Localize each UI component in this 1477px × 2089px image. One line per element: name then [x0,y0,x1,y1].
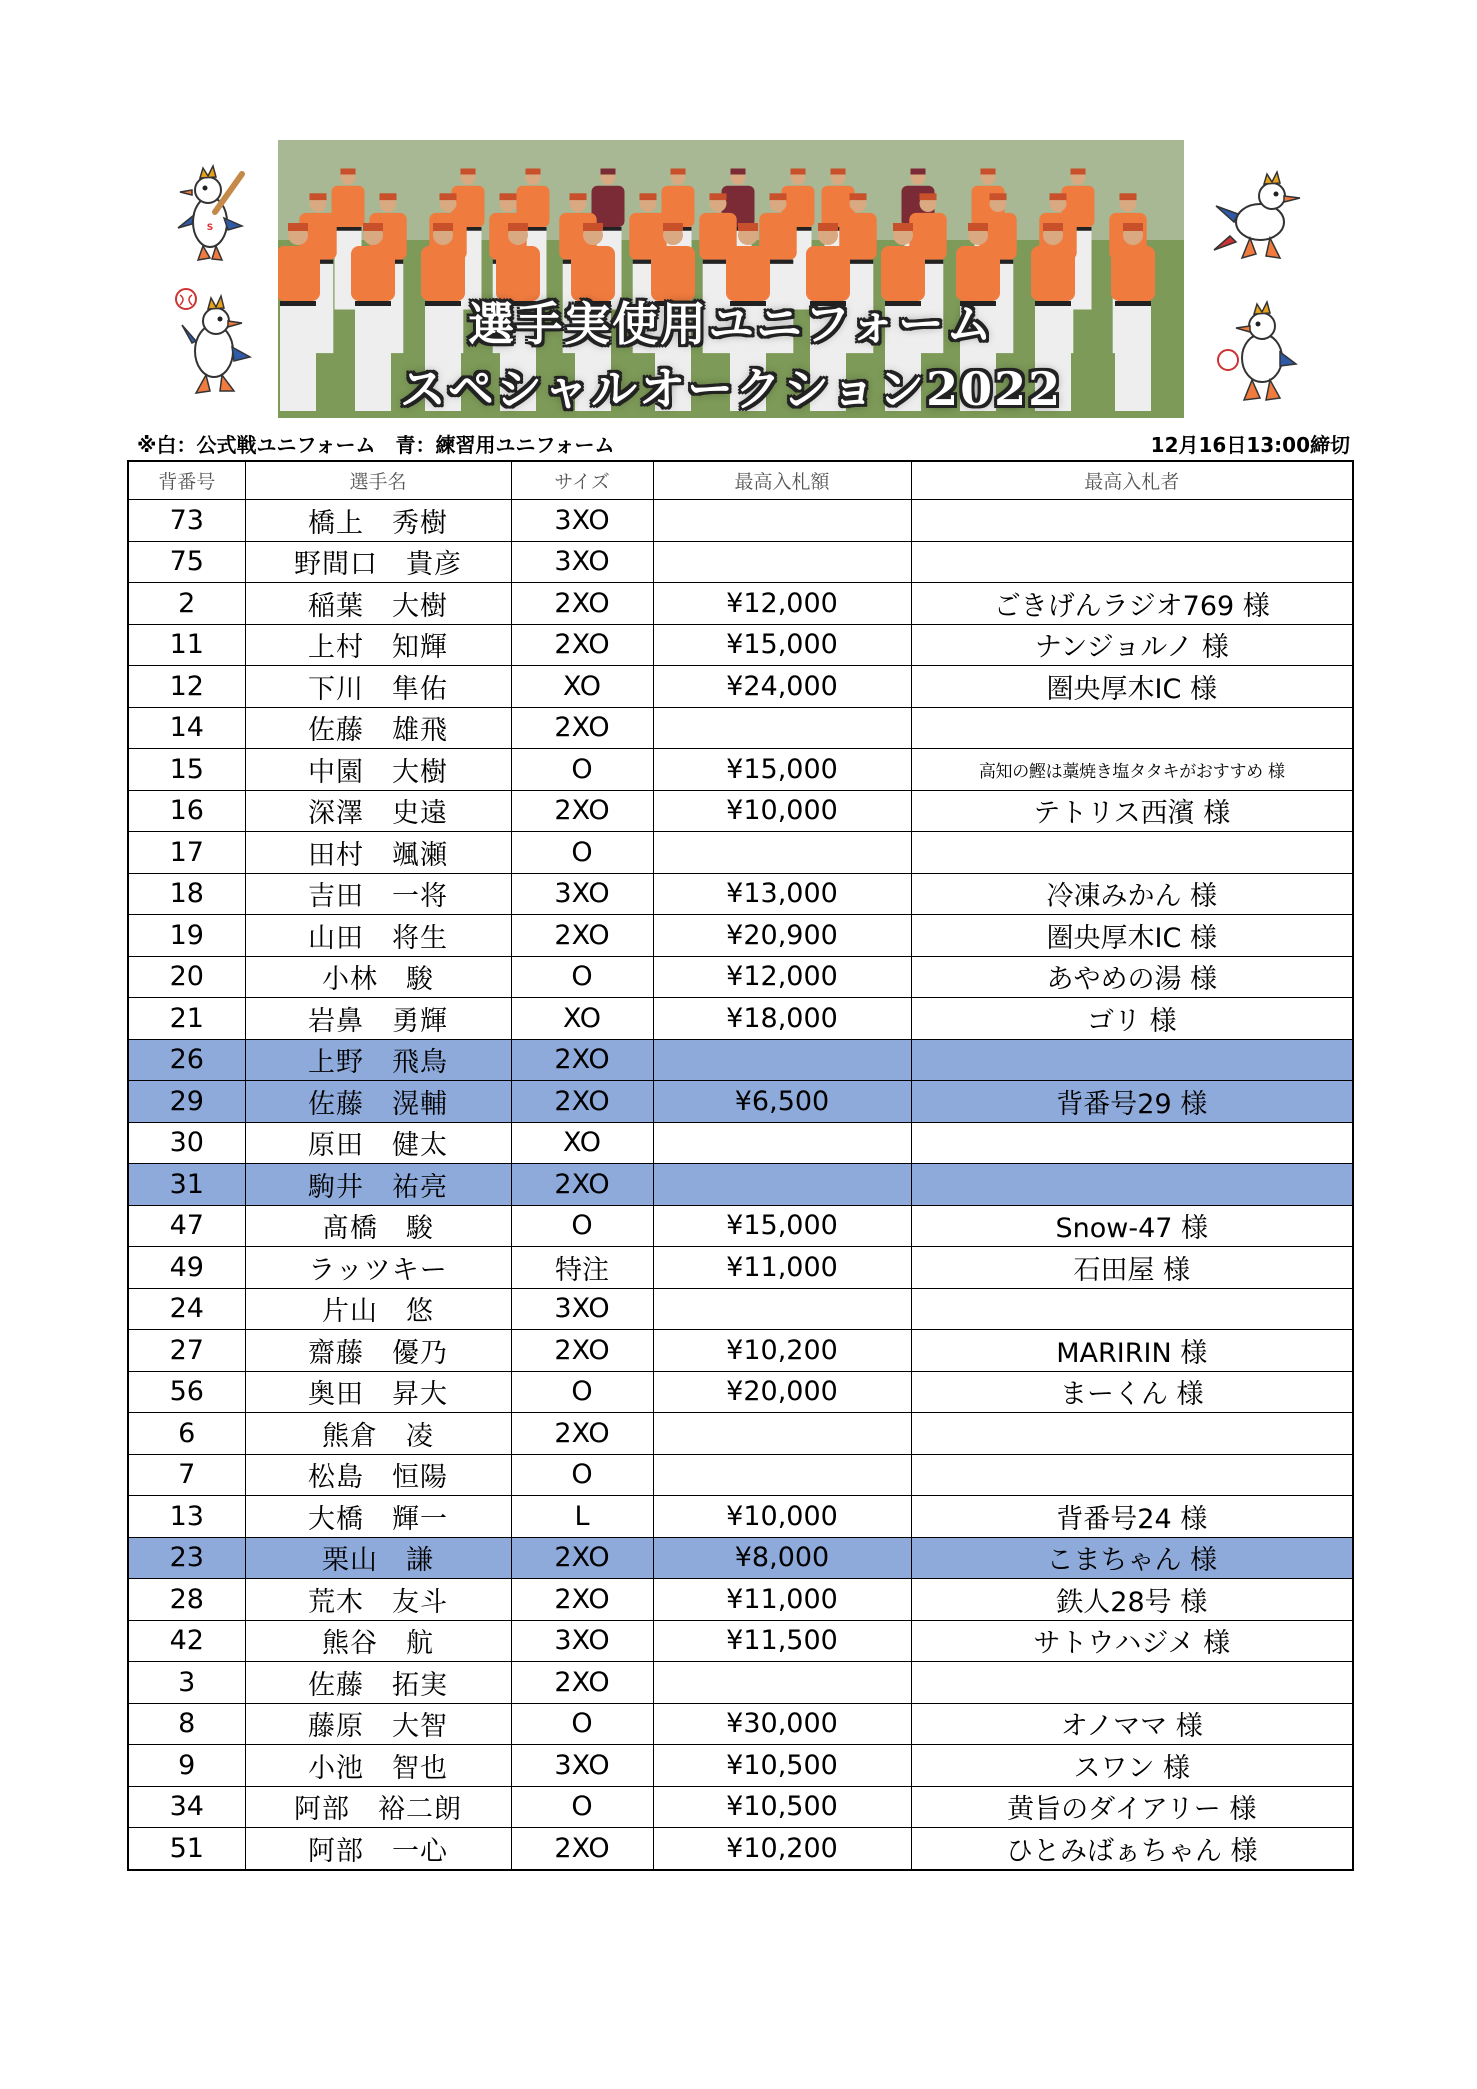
cell-player: 深澤 史遠 [245,790,511,832]
cell-size: XO [511,1122,653,1164]
cell-bidder [911,1662,1353,1704]
cell-bid: ¥10,500 [653,1786,911,1828]
table-row [128,1205,1353,1247]
cell-bid: ¥20,000 [653,1371,911,1413]
cell-size: 3XO [511,1620,653,1662]
table-row [128,1745,1353,1787]
cell-player: 佐藤 雄飛 [245,707,511,749]
cell-size: O [511,956,653,998]
cell-bidder: テトリス西濱 様 [911,790,1353,832]
cell-player: 栗山 謙 [245,1537,511,1579]
svg-text:S: S [206,223,214,233]
cell-number: 7 [128,1454,245,1496]
cell-bid: ¥11,000 [653,1579,911,1621]
cell-player: 齋藤 優乃 [245,1330,511,1372]
table-row [128,1620,1353,1662]
table-row [128,1371,1353,1413]
cell-number: 12 [128,666,245,708]
cell-bidder: ごきげんラジオ769 様 [911,583,1353,625]
cell-number: 3 [128,1662,245,1704]
cell-bidder [911,1164,1353,1206]
cell-number: 17 [128,832,245,874]
header-highest-bid: 最高入札額 [653,461,911,500]
cell-bidder [911,500,1353,542]
cell-player: 岩鼻 勇輝 [245,998,511,1040]
cell-bidder [911,1122,1353,1164]
cell-player: 阿部 裕二朗 [245,1786,511,1828]
cell-player: 佐藤 滉輔 [245,1081,511,1123]
cell-player: 中園 大樹 [245,749,511,791]
table-row [128,707,1353,749]
table-row [128,500,1353,542]
cell-bidder: まーくん 様 [911,1371,1353,1413]
cell-size: 3XO [511,500,653,542]
cell-number: 21 [128,998,245,1040]
cell-bid [653,1122,911,1164]
auction-table [127,460,1354,1871]
cell-bid: ¥12,000 [653,956,911,998]
team-photo-banner [278,140,1184,418]
cell-size: L [511,1496,653,1538]
cell-bidder: 冷凍みかん 様 [911,873,1353,915]
cell-bid [653,1662,911,1704]
table-row [128,1288,1353,1330]
cell-size: 2XO [511,1413,653,1455]
table-row [128,624,1353,666]
cell-bidder: 黄旨のダイアリー 様 [911,1786,1353,1828]
cell-number: 11 [128,624,245,666]
cell-size: 2XO [511,1081,653,1123]
cell-number: 14 [128,707,245,749]
table-row [128,1413,1353,1455]
cell-size: 2XO [511,790,653,832]
cell-bidder: Snow-47 様 [911,1205,1353,1247]
cell-bid: ¥13,000 [653,873,911,915]
cell-player: 片山 悠 [245,1288,511,1330]
cell-player: 小林 駿 [245,956,511,998]
mascot-running-right-top [1210,170,1305,262]
table-row [128,1330,1353,1372]
table-header-row [128,461,1353,500]
cell-bid: ¥10,200 [653,1828,911,1870]
uniform-color-legend: ※白：公式戦ユニフォーム 青：練習用ユニフォーム [137,433,615,457]
cell-player: 稲葉 大樹 [245,583,511,625]
table-row [128,832,1353,874]
cell-size: XO [511,666,653,708]
table-row [128,1122,1353,1164]
cell-bid: ¥11,500 [653,1620,911,1662]
cell-size: O [511,1703,653,1745]
mascot-standing-right-bottom [1210,300,1300,405]
cell-number: 6 [128,1413,245,1455]
cell-bid [653,1164,911,1206]
table-row [128,1247,1353,1289]
cell-size: O [511,1205,653,1247]
cell-size: 2XO [511,1164,653,1206]
cell-number: 9 [128,1745,245,1787]
cell-number: 2 [128,583,245,625]
cell-bidder [911,1039,1353,1081]
banner-title-line1: 選手実使用ユニフォーム [468,297,994,351]
header-player: 選手名 [245,461,511,500]
cell-player: 下川 隼佑 [245,666,511,708]
cell-bidder: サトウハジメ 様 [911,1620,1353,1662]
banner-title-line2: スペシャルオークション2022 [399,362,1063,416]
table-row [128,1579,1353,1621]
cell-bidder: 圏央厚木IC 様 [911,915,1353,957]
cell-bid: ¥10,000 [653,790,911,832]
table-row [128,666,1353,708]
cell-size: 特注 [511,1247,653,1289]
cell-size: XO [511,998,653,1040]
cell-number: 49 [128,1247,245,1289]
cell-bidder: ゴリ 様 [911,998,1353,1040]
cell-player: 佐藤 拓実 [245,1662,511,1704]
table-row [128,873,1353,915]
cell-bid [653,1039,911,1081]
cell-player: ラッツキー [245,1247,511,1289]
cell-bid: ¥6,500 [653,1081,911,1123]
header-size: サイズ [511,461,653,500]
cell-bid [653,1454,911,1496]
cell-number: 29 [128,1081,245,1123]
cell-bidder: あやめの湯 様 [911,956,1353,998]
cell-bidder: 背番号29 様 [911,1081,1353,1123]
cell-player: 松島 恒陽 [245,1454,511,1496]
cell-bidder [911,707,1353,749]
cell-bidder: こまちゃん 様 [911,1537,1353,1579]
auction-table-body [128,500,1353,1870]
cell-number: 73 [128,500,245,542]
cell-player: 小池 智也 [245,1745,511,1787]
bid-deadline: 12月16日13:00締切 [1150,433,1350,457]
cell-size: 2XO [511,915,653,957]
table-row [128,1703,1353,1745]
cell-size: 2XO [511,1330,653,1372]
table-row [128,1496,1353,1538]
cell-bid: ¥15,000 [653,749,911,791]
cell-player: 髙橋 駿 [245,1205,511,1247]
cell-bid [653,707,911,749]
cell-player: 奥田 昇大 [245,1371,511,1413]
cell-player: 原田 健太 [245,1122,511,1164]
cell-player: 上野 飛鳥 [245,1039,511,1081]
cell-bidder: スワン 様 [911,1745,1353,1787]
cell-bidder: 鉄人28号 様 [911,1579,1353,1621]
cell-bid: ¥24,000 [653,666,911,708]
header-highest-bidder: 最高入札者 [911,461,1353,500]
cell-size: 2XO [511,583,653,625]
cell-size: 2XO [511,1662,653,1704]
cell-bid [653,1413,911,1455]
cell-bidder [911,1413,1353,1455]
cell-bid: ¥15,000 [653,624,911,666]
cell-number: 56 [128,1371,245,1413]
cell-size: O [511,832,653,874]
cell-number: 23 [128,1537,245,1579]
cell-player: 山田 将生 [245,915,511,957]
cell-size: 3XO [511,541,653,583]
table-row [128,998,1353,1040]
cell-bid: ¥11,000 [653,1247,911,1289]
cell-number: 13 [128,1496,245,1538]
cell-size: O [511,1371,653,1413]
cell-player: 荒木 友斗 [245,1579,511,1621]
cell-player: 阿部 一心 [245,1828,511,1870]
cell-player: 野間口 貴彦 [245,541,511,583]
cell-bid [653,832,911,874]
cell-player: 大橋 輝一 [245,1496,511,1538]
cell-bidder: ひとみばぁちゃん 様 [911,1828,1353,1870]
cell-size: 3XO [511,1288,653,1330]
cell-number: 31 [128,1164,245,1206]
table-row [128,1039,1353,1081]
cell-player: 藤原 大智 [245,1703,511,1745]
cell-bidder: 圏央厚木IC 様 [911,666,1353,708]
cell-size: 2XO [511,624,653,666]
cell-number: 8 [128,1703,245,1745]
table-row [128,1828,1353,1870]
cell-number: 15 [128,749,245,791]
cell-player: 熊谷 航 [245,1620,511,1662]
cell-bid: ¥10,500 [653,1745,911,1787]
cell-number: 30 [128,1122,245,1164]
cell-bidder [911,1454,1353,1496]
cell-bidder: 背番号24 様 [911,1496,1353,1538]
cell-bidder: MARIRIN 様 [911,1330,1353,1372]
cell-size: 3XO [511,1745,653,1787]
cell-bid [653,1288,911,1330]
cell-bidder [911,1288,1353,1330]
cell-bidder [911,832,1353,874]
cell-size: O [511,749,653,791]
cell-bid: ¥18,000 [653,998,911,1040]
table-row [128,583,1353,625]
cell-number: 19 [128,915,245,957]
cell-bid: ¥30,000 [653,1703,911,1745]
table-row [128,1786,1353,1828]
cell-number: 20 [128,956,245,998]
cell-number: 24 [128,1288,245,1330]
cell-number: 47 [128,1205,245,1247]
cell-player: 田村 颯瀬 [245,832,511,874]
mascot-batting-left-top [170,160,250,265]
cell-number: 42 [128,1620,245,1662]
cell-size: O [511,1454,653,1496]
cell-bidder: 石田屋 様 [911,1247,1353,1289]
cell-bid [653,541,911,583]
cell-bidder: ナンジョルノ 様 [911,624,1353,666]
cell-bid: ¥10,200 [653,1330,911,1372]
cell-size: 2XO [511,1537,653,1579]
table-row [128,1662,1353,1704]
cell-size: O [511,1786,653,1828]
mascot-pitching-left-bottom [170,285,255,400]
cell-size: 2XO [511,1579,653,1621]
cell-number: 18 [128,873,245,915]
cell-bid: ¥20,900 [653,915,911,957]
cell-number: 16 [128,790,245,832]
cell-player: 吉田 一将 [245,873,511,915]
cell-number: 27 [128,1330,245,1372]
cell-bid: ¥8,000 [653,1537,911,1579]
table-row [128,915,1353,957]
cell-player: 熊倉 凌 [245,1413,511,1455]
table-row [128,1454,1353,1496]
cell-bid: ¥15,000 [653,1205,911,1247]
cell-number: 75 [128,541,245,583]
cell-bidder: オノママ 様 [911,1703,1353,1745]
cell-number: 28 [128,1579,245,1621]
cell-size: 2XO [511,707,653,749]
header-number: 背番号 [128,461,245,500]
table-row [128,790,1353,832]
cell-number: 34 [128,1786,245,1828]
cell-player: 橋上 秀樹 [245,500,511,542]
table-row [128,749,1353,791]
cell-number: 51 [128,1828,245,1870]
cell-size: 3XO [511,873,653,915]
cell-player: 上村 知輝 [245,624,511,666]
table-row [128,1081,1353,1123]
table-row [128,956,1353,998]
cell-size: 2XO [511,1828,653,1870]
table-row [128,1164,1353,1206]
cell-size: 2XO [511,1039,653,1081]
table-row [128,541,1353,583]
cell-player: 駒井 祐亮 [245,1164,511,1206]
table-row [128,1537,1353,1579]
cell-bid [653,500,911,542]
cell-number: 26 [128,1039,245,1081]
cell-bid: ¥10,000 [653,1496,911,1538]
cell-bidder: 高知の鰹は藁焼き塩タタキがおすすめ 様 [911,749,1353,791]
cell-bidder [911,541,1353,583]
cell-bid: ¥12,000 [653,583,911,625]
